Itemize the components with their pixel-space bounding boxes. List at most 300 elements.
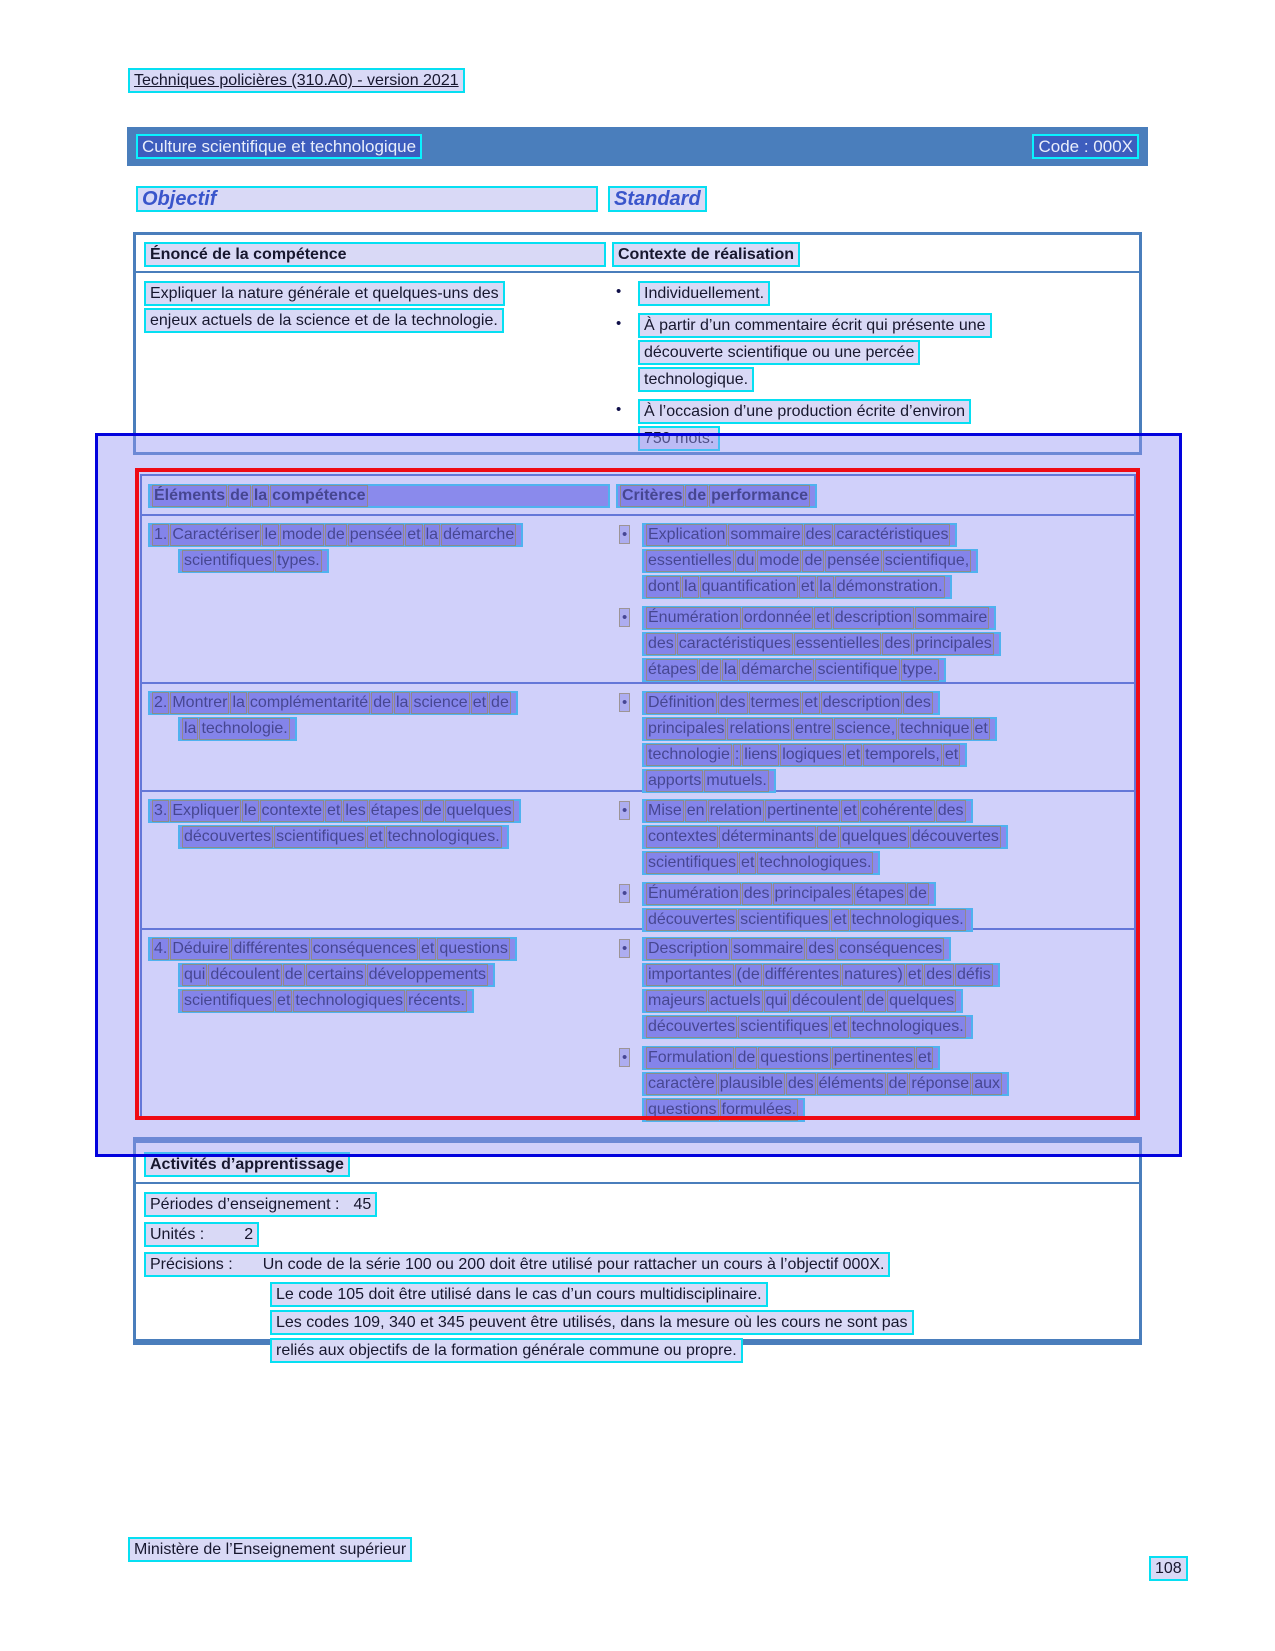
word-box: plausible — [719, 1075, 783, 1092]
text-line: À l’occasion d’une production écrite d’environ — [638, 399, 971, 424]
word-box: conséquences — [312, 940, 416, 957]
word-box: science, — [836, 720, 896, 737]
word-box: technologie — [648, 746, 730, 763]
word-box: Expliquer — [172, 802, 240, 819]
criteres-cell — [616, 691, 1128, 790]
word-box: et — [843, 802, 857, 819]
word-box: scientifiques — [184, 992, 273, 1009]
word-box: démarche — [443, 526, 515, 543]
word-box: description — [822, 694, 901, 711]
word-box: : — [734, 746, 740, 763]
word-box: la — [684, 578, 697, 595]
word-box: pertinente — [767, 802, 839, 819]
word-box: natures) — [844, 966, 903, 983]
word-box: du — [736, 552, 755, 569]
unites-row — [144, 1222, 1131, 1247]
word-box: de — [373, 694, 391, 711]
text-line — [178, 549, 329, 573]
course-header-bar — [127, 127, 1148, 166]
contexte-bullet-item — [612, 313, 1131, 392]
word-box: de — [909, 885, 927, 902]
word-box: dont — [648, 578, 680, 595]
unites-value: 2 — [244, 1226, 254, 1243]
word-box: cohérente — [861, 802, 933, 819]
word-box: questions — [648, 1101, 717, 1118]
bullet-lines — [642, 799, 1128, 875]
precisions-line-3: Les codes 109, 340 et 345 peuvent être utilisés, dans la mesure où les cours ne sont pas — [270, 1310, 914, 1335]
word-box: Explication — [648, 526, 726, 543]
word-box: la — [425, 526, 439, 543]
word-box: pertinentes — [833, 1049, 913, 1066]
word-box: des — [884, 635, 911, 652]
page-number-box — [1149, 1556, 1188, 1581]
element-lines — [148, 799, 616, 849]
word-box: et — [741, 854, 755, 871]
word-box: relation — [709, 802, 763, 819]
elements-header-label — [148, 484, 610, 508]
word-box: majeurs — [648, 992, 705, 1009]
footer-left-box — [128, 1537, 412, 1562]
word-box: Énumération — [648, 885, 739, 902]
text-line — [642, 769, 776, 793]
standard-heading: Standard — [608, 186, 707, 212]
word-box: de — [284, 966, 303, 983]
word-box: quelques — [841, 828, 907, 845]
critere-bullet-item — [616, 606, 1128, 682]
element-lines — [148, 691, 616, 741]
word-box: scientifiques — [276, 828, 365, 845]
course-title: Culture scientifique et technologique — [136, 134, 422, 159]
word-box: Déduire — [172, 940, 229, 957]
word-box: qui — [765, 992, 787, 1009]
word-box: et — [804, 694, 818, 711]
word-box: la — [253, 487, 268, 504]
bullet-lines — [638, 281, 1131, 306]
text-line — [178, 717, 297, 741]
word-box: la — [819, 578, 832, 595]
word-box: et — [816, 609, 830, 626]
word-box: des — [719, 694, 746, 711]
precisions-line-1: Un code de la série 100 ou 200 doit être utilisé pour rattacher un cours à l’objectif 000X. — [262, 1256, 885, 1273]
critere-bullet-item — [616, 799, 1128, 875]
text-line — [178, 989, 474, 1013]
precisions-line-4: reliés aux objectifs de la formation générale commune ou propre. — [270, 1338, 743, 1363]
word-box: Montrer — [172, 694, 228, 711]
word-box: étapes — [370, 802, 419, 819]
word-box: complémentarité — [249, 694, 369, 711]
word-box: découlent — [210, 966, 280, 983]
critere-bullet-item — [616, 523, 1128, 599]
activites-table — [133, 1137, 1142, 1359]
element-cell — [148, 799, 616, 928]
word-box: 1. — [154, 526, 168, 543]
text-line — [642, 882, 936, 906]
word-box: des — [937, 802, 964, 819]
text-line — [642, 632, 1001, 656]
word-box: scientifiques — [740, 1018, 829, 1035]
word-box: la — [723, 661, 737, 678]
word-box: technologiques. — [851, 911, 964, 928]
word-box: la — [232, 694, 245, 711]
enonce-statement-lines — [144, 281, 612, 333]
text-line — [642, 743, 967, 767]
enonce-table-body — [136, 273, 1139, 458]
word-box: technologiques. — [387, 828, 500, 845]
word-box: 2. — [154, 694, 168, 711]
bullet-lines — [638, 399, 1131, 451]
text-line — [148, 937, 517, 961]
contexte-header-cell — [612, 242, 1131, 267]
word-box: déterminants — [721, 828, 814, 845]
bullet-icon: • — [622, 694, 628, 711]
word-box: de — [326, 526, 345, 543]
competence-row-4 — [142, 930, 1134, 1118]
word-box: et — [974, 720, 988, 737]
text-line — [148, 523, 523, 547]
word-box: apports — [648, 772, 702, 789]
word-box: de — [423, 802, 442, 819]
word-box: Caractériser — [172, 526, 260, 543]
word-box: développements — [368, 966, 486, 983]
element-cell — [148, 691, 616, 790]
text-line — [642, 799, 973, 823]
word-box: de — [491, 694, 509, 711]
contexte-bullet-item — [612, 399, 1131, 451]
word-box: contexte — [261, 802, 322, 819]
word-box: caractéristiques — [836, 526, 949, 543]
word-box: et — [833, 911, 847, 928]
word-box: certains — [307, 966, 364, 983]
word-box: différentes — [764, 966, 840, 983]
competence-row-2 — [142, 684, 1134, 792]
contexte-bullet-item — [612, 281, 1131, 306]
word-box: types. — [277, 552, 320, 569]
word-box: et — [326, 802, 341, 819]
elements-table — [140, 474, 1136, 1118]
page-number: 108 — [1149, 1556, 1188, 1581]
word-box: le — [264, 526, 277, 543]
word-box: caractéristiques — [678, 635, 791, 652]
bullet-icon: • — [622, 526, 628, 543]
text-line — [642, 851, 880, 875]
word-box: scientifique — [817, 661, 898, 678]
word-box: scientifiques — [740, 911, 829, 928]
word-box: les — [345, 802, 366, 819]
bullet-icon: • — [622, 802, 628, 819]
word-box: de — [866, 992, 885, 1009]
text-line — [642, 606, 996, 630]
word-box: aux — [974, 1075, 1000, 1092]
criteres-cell — [616, 937, 1128, 1118]
text-line — [642, 908, 973, 932]
word-box: principales — [774, 885, 851, 902]
word-box: de — [804, 552, 823, 569]
word-box: récents. — [408, 992, 465, 1009]
word-box: essentielles — [648, 552, 732, 569]
word-box: Définition — [648, 694, 715, 711]
word-box: démarche — [741, 661, 813, 678]
word-box: entre — [794, 720, 832, 737]
footer-ministry: Ministère de l’Enseignement supérieur — [128, 1537, 412, 1562]
text-line — [642, 523, 957, 547]
word-box: et — [407, 526, 421, 543]
text-line — [642, 825, 1008, 849]
word-box: de — [687, 487, 707, 504]
text-line — [642, 1098, 805, 1122]
word-box: découlent — [791, 992, 862, 1009]
precisions-extra-line — [270, 1338, 1131, 1363]
text-line: À partir d’un commentaire écrit qui présente une — [638, 313, 992, 338]
word-box: Mise — [648, 802, 682, 819]
bullet-lines — [642, 691, 1128, 793]
precisions-label: Précisions : — [150, 1256, 233, 1273]
word-box: la — [396, 694, 409, 711]
word-box: questions — [439, 940, 508, 957]
text-line — [642, 937, 951, 961]
bullet-icon: • — [622, 885, 628, 902]
word-box: quelques — [446, 802, 512, 819]
unites-box — [144, 1222, 259, 1247]
word-box: pensée — [827, 552, 880, 569]
word-box: de — [737, 1049, 756, 1066]
word-box: en — [686, 802, 705, 819]
course-code: Code : 000X — [1032, 134, 1139, 159]
text-line — [642, 549, 978, 573]
text-line — [148, 799, 521, 823]
bullet-icon: • — [622, 940, 628, 957]
program-title-box — [128, 68, 465, 93]
elements-header-cell — [148, 484, 616, 508]
activites-table-body — [136, 1184, 1139, 1363]
word-box: et — [917, 1049, 932, 1066]
text-line: découverte scientifique ou une percée — [638, 340, 920, 365]
word-box: termes — [750, 694, 800, 711]
bullet-icon: • — [616, 401, 622, 418]
enonce-table-header — [136, 235, 1139, 273]
word-box: essentielles — [795, 635, 880, 652]
word-box: scientifiques — [184, 552, 273, 569]
word-box: des — [926, 966, 952, 983]
word-box: technologiques — [295, 992, 404, 1009]
word-box: découvertes — [648, 1018, 736, 1035]
text-line — [642, 963, 1000, 987]
unites-label: Unités : — [150, 1226, 205, 1243]
text-line: enjeux actuels de la science et de la technologie. — [144, 308, 504, 333]
word-box: éléments — [818, 1075, 884, 1092]
competence-row-3 — [142, 792, 1134, 930]
word-box: pensée — [349, 526, 403, 543]
word-box: des — [905, 694, 931, 711]
word-box: logiques — [782, 746, 842, 763]
word-box: science — [413, 694, 468, 711]
bullet-lines — [642, 523, 1128, 599]
section-headings-row — [136, 186, 1142, 212]
word-box: contextes — [648, 828, 717, 845]
text-line — [642, 989, 963, 1013]
word-box: importantes — [648, 966, 732, 983]
word-box: Critères — [622, 487, 683, 504]
word-box: le — [244, 802, 257, 819]
text-line: 750 mots. — [638, 426, 720, 451]
word-box: principales — [915, 635, 992, 652]
contexte-cell — [612, 281, 1131, 458]
program-title: Techniques policières (310.A0) - version 2021 — [128, 68, 465, 93]
criteres-cell — [616, 799, 1128, 928]
word-box: sommaire — [730, 526, 801, 543]
criteres-header-label — [616, 484, 817, 508]
word-box: quantification — [701, 578, 796, 595]
text-line — [642, 691, 940, 715]
word-box: et — [277, 992, 291, 1009]
word-box: Formulation — [648, 1049, 733, 1066]
word-box: description — [834, 609, 913, 626]
bullet-lines — [642, 882, 1128, 932]
periodes-box — [144, 1192, 377, 1217]
element-lines — [148, 523, 616, 573]
word-box: principales — [648, 720, 725, 737]
precisions-extra-line — [270, 1282, 1131, 1307]
word-box: technique — [900, 720, 970, 737]
word-box: relations — [729, 720, 790, 737]
word-box: étapes — [856, 885, 905, 902]
word-box: de — [818, 828, 837, 845]
text-line — [642, 1015, 973, 1039]
contexte-header-label: Contexte de réalisation — [612, 242, 800, 267]
word-box: 4. — [154, 940, 168, 957]
word-box: et — [907, 966, 922, 983]
word-box: des — [805, 526, 832, 543]
text-line: Individuellement. — [638, 281, 770, 306]
word-box: formulées. — [721, 1101, 797, 1118]
elements-table-header — [142, 476, 1134, 516]
word-box: et — [369, 828, 383, 845]
element-cell — [148, 937, 616, 1118]
word-box: technologiques. — [759, 854, 872, 871]
word-box: Éléments — [154, 487, 226, 504]
bullet-icon: • — [616, 315, 622, 332]
word-box: et — [800, 578, 815, 595]
precisions-extra-line — [270, 1310, 1131, 1335]
word-box: mode — [281, 526, 322, 543]
word-box: des — [743, 885, 770, 902]
word-box: sommaire — [917, 609, 988, 626]
word-box: des — [808, 940, 835, 957]
word-box: démonstration. — [836, 578, 943, 595]
word-box: de — [230, 487, 249, 504]
critere-bullet-item — [616, 1046, 1128, 1122]
periodes-label: Périodes d’enseignement : — [150, 1196, 340, 1213]
activites-table-header — [136, 1143, 1139, 1184]
bullet-lines — [642, 1046, 1128, 1122]
text-line — [148, 691, 518, 715]
word-box: temporels, — [865, 746, 940, 763]
word-box: actuels — [709, 992, 761, 1009]
word-box: caractère — [648, 1075, 715, 1092]
critere-bullet-item — [616, 882, 1128, 932]
element-lines — [148, 937, 616, 1013]
word-box: quelques — [889, 992, 955, 1009]
word-box: technologiques. — [851, 1018, 964, 1035]
precisions-row — [144, 1252, 1131, 1277]
word-box: (de — [736, 966, 760, 983]
word-box: liens — [744, 746, 778, 763]
word-box: scientifiques — [648, 854, 737, 871]
word-box: et — [833, 1018, 847, 1035]
enonce-statement-cell — [144, 281, 612, 458]
bullet-icon: • — [622, 609, 628, 626]
bullet-lines — [638, 313, 1131, 392]
word-box: questions — [760, 1049, 829, 1066]
critere-bullet-item — [616, 937, 1128, 1039]
word-box: 3. — [154, 802, 168, 819]
word-box: et — [944, 746, 959, 763]
word-box: des — [787, 1075, 814, 1092]
text-line — [642, 717, 997, 741]
word-box: découvertes — [184, 828, 272, 845]
word-box: et — [420, 940, 435, 957]
word-box: et — [846, 746, 861, 763]
text-line — [642, 658, 946, 682]
text-line — [642, 1046, 940, 1070]
word-box: mode — [759, 552, 800, 569]
bullet-icon: • — [616, 283, 622, 300]
word-box: qui — [184, 966, 206, 983]
periodes-value: 45 — [353, 1196, 372, 1213]
text-line: Expliquer la nature générale et quelques-uns des — [144, 281, 505, 306]
text-line — [178, 825, 509, 849]
enonce-header-cell — [144, 242, 612, 267]
word-box: de — [888, 1075, 907, 1092]
word-box: conséquences — [839, 940, 943, 957]
word-box: compétence — [272, 487, 366, 504]
word-box: de — [701, 661, 719, 678]
criteres-cell — [616, 523, 1128, 682]
critere-bullet-item — [616, 691, 1128, 793]
precisions-line-2: Le code 105 doit être utilisé dans le cas d’un cours multidisciplinaire. — [270, 1282, 768, 1307]
enonce-table — [133, 232, 1142, 455]
text-line: technologique. — [638, 367, 754, 392]
precisions-box — [144, 1252, 890, 1277]
word-box: différentes — [233, 940, 308, 957]
word-box: scientifique, — [884, 552, 970, 569]
enonce-header-label: Énoncé de la compétence — [144, 242, 606, 267]
bullet-icon: • — [622, 1049, 628, 1066]
word-box: mutuels. — [706, 772, 767, 789]
competence-row-1 — [142, 516, 1134, 684]
text-line — [178, 963, 495, 987]
objectif-heading: Objectif — [136, 186, 598, 212]
word-box: découvertes — [911, 828, 999, 845]
word-box: étapes — [648, 661, 697, 678]
word-box: ordonnée — [743, 609, 812, 626]
word-box: des — [648, 635, 674, 652]
word-box: performance — [711, 487, 809, 504]
word-box: découvertes — [648, 911, 736, 928]
word-box: type. — [902, 661, 938, 678]
periodes-row — [144, 1192, 1131, 1217]
word-box: la — [184, 720, 197, 737]
text-line — [642, 575, 952, 599]
word-box: Énumération — [648, 609, 739, 626]
word-box: et — [472, 694, 487, 711]
bullet-lines — [642, 937, 1128, 1039]
word-box: sommaire — [733, 940, 804, 957]
word-box: réponse — [911, 1075, 970, 1092]
element-cell — [148, 523, 616, 682]
word-box: défis — [956, 966, 991, 983]
word-box: Description — [648, 940, 729, 957]
criteres-header-cell — [616, 484, 1128, 508]
